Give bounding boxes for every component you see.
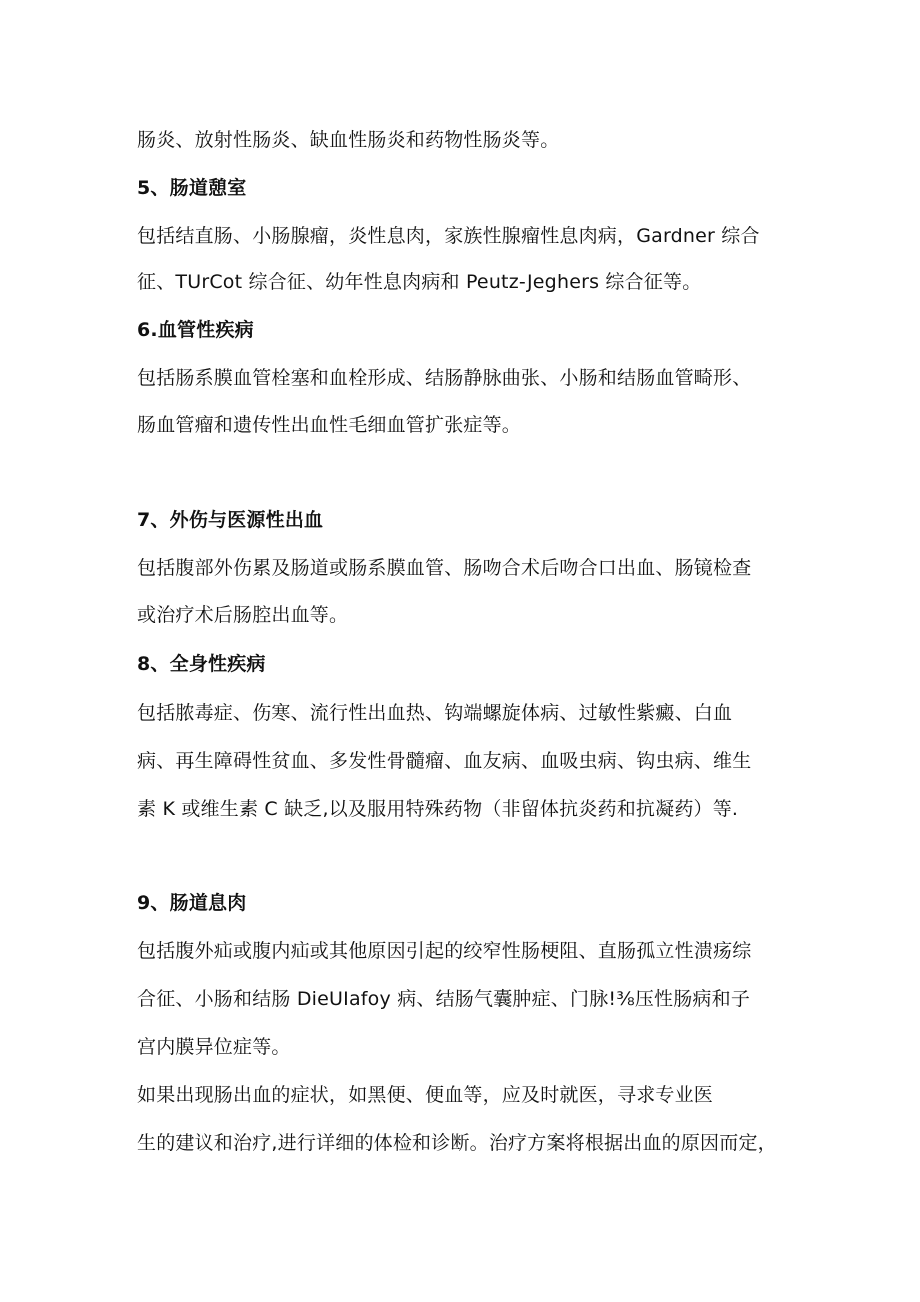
paragraph-line: 肠炎、放射性肠炎、缺血性肠炎和药物性肠炎等。 bbox=[137, 129, 560, 151]
paragraph-line: 素 K 或维生素 C 缺乏,以及服用特殊药物（非留体抗炎药和抗凝药）等. bbox=[137, 798, 739, 820]
paragraph-line: 肠血管瘤和遗传性出血性毛细血管扩张症等。 bbox=[137, 414, 522, 436]
section-heading-6: 6.血管性疾病 bbox=[137, 319, 254, 341]
paragraph-line: 生的建议和治疗,进行详细的体检和诊断。治疗方案将根据出血的原因而定， bbox=[137, 1132, 777, 1154]
paragraph-line: 合征、小肠和结肠 DieUIafoy 病、结肠气囊肿症、门脉!⅜压性肠病和子 bbox=[137, 988, 751, 1010]
paragraph-line: 包括结直肠、小肠腺瘤，炎性息肉，家族性腺瘤性息肉病，Gardner 综合 bbox=[137, 225, 760, 247]
section-heading-8: 8、全身性疾病 bbox=[137, 653, 266, 675]
paragraph-line: 征、TUrCot 综合征、幼年性息肉病和 Peutz-Jeghers 综合征等。 bbox=[137, 271, 702, 293]
paragraph-line: 或治疗术后肠腔出血等。 bbox=[137, 604, 349, 626]
paragraph-line: 包括肠系膜血管栓塞和血栓形成、结肠静脉曲张、小肠和结肠血管畸形、 bbox=[137, 367, 752, 389]
paragraph-line: 如果出现肠出血的症状，如黑便、便血等，应及时就医，寻求专业医 bbox=[137, 1084, 714, 1106]
section-heading-7: 7、外伤与医源性出血 bbox=[137, 509, 324, 531]
paragraph-line: 包括腹外疝或腹内疝或其他原因引起的绞窄性肠梗阻、直肠孤立性溃疡综 bbox=[137, 940, 752, 962]
section-heading-5: 5、肠道憩室 bbox=[137, 177, 247, 199]
paragraph-line: 病、再生障碍性贫血、多发性骨髓瘤、血友病、血吸虫病、钩虫病、维生 bbox=[137, 750, 752, 772]
paragraph-line: 宫内膜异位症等。 bbox=[137, 1036, 291, 1058]
paragraph-line: 包括腹部外伤累及肠道或肠系膜血管、肠吻合术后吻合口出血、肠镜检查 bbox=[137, 557, 752, 579]
section-heading-9: 9、肠道息肉 bbox=[137, 892, 247, 914]
paragraph-line: 包括脓毒症、伤寒、流行性出血热、钩端螺旋体病、过敏性紫癜、白血 bbox=[137, 702, 733, 724]
